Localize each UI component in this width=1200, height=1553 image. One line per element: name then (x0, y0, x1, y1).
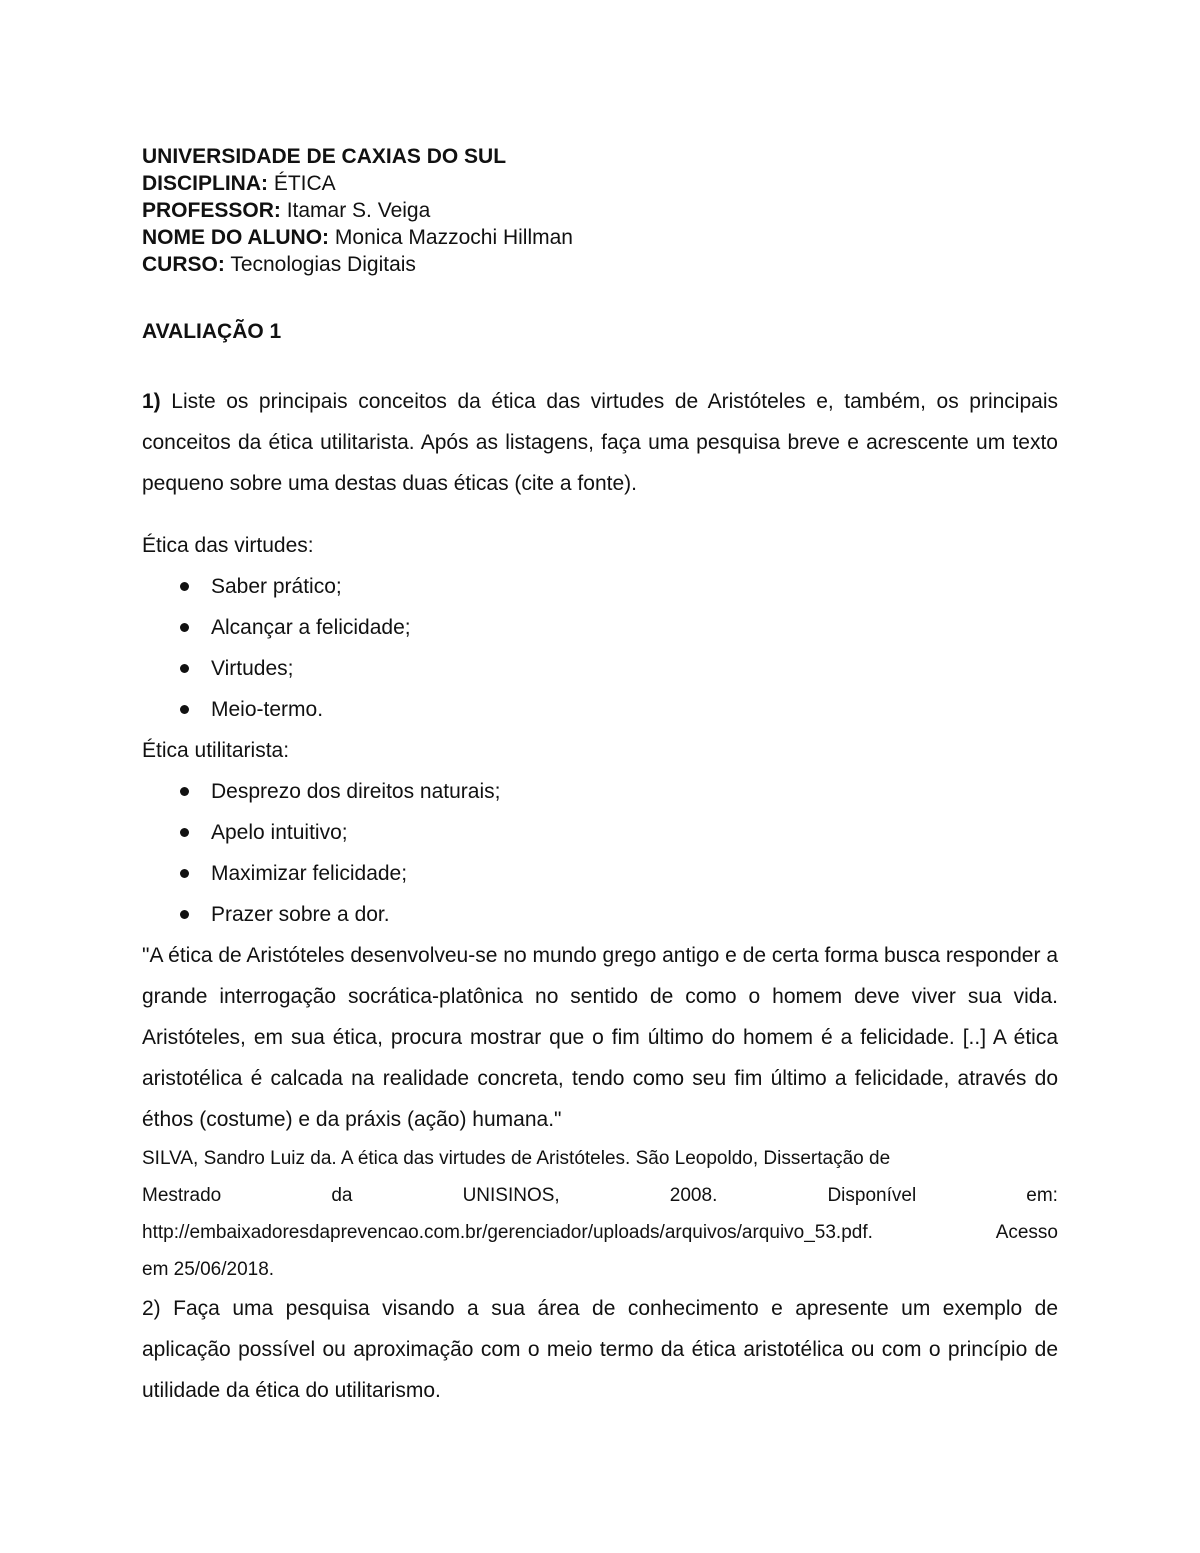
virtues-heading: Ética das virtudes: (142, 534, 314, 557)
professor-label: PROFESSOR: (142, 199, 281, 222)
bullet-icon (180, 705, 189, 714)
virtues-list (142, 566, 1058, 730)
list-item: Saber prático; (142, 566, 1058, 607)
list-item: Maximizar felicidade; (142, 853, 1058, 894)
reference-access: Acesso (995, 1222, 1058, 1243)
bullet-icon (180, 582, 189, 591)
reference-word: da (331, 1185, 353, 1206)
document-page (142, 143, 1058, 1411)
reference-line-3 (142, 1214, 1058, 1251)
list-item: Meio-termo. (142, 689, 1058, 730)
reference-line-4 (142, 1251, 1058, 1288)
question-2: 2) Faça uma pesquisa visando a sua área de conhecimento e apresente um exemplo de aplicação possível ou aproximação com o meio termo da ética aristotélica ou com o princípio de utilidade da ética do utilitarismo. (142, 1297, 1058, 1402)
student-line (142, 224, 1058, 251)
reference-url: http://embaixadoresdaprevencao.com.br/gerenciador/uploads/arquivos/arquivo_53.pdf. (142, 1222, 873, 1243)
course-value: Tecnologias Digitais (230, 253, 416, 276)
question-1-text: Liste os principais conceitos da ética das virtudes de Aristóteles e, também, os principais conceitos da ética utilitarista. Após as listagens, faça uma pesquisa breve e acrescente um texto pequeno sobre uma destas duas éticas (cite a fonte). (142, 390, 1058, 495)
student-value: Monica Mazzochi Hillman (334, 226, 573, 249)
university-name: UNIVERSIDADE DE CAXIAS DO SUL (142, 145, 507, 168)
list-item: Alcançar a felicidade; (142, 607, 1058, 648)
course-label: CURSO: (142, 253, 225, 276)
reference-word: Mestrado (142, 1185, 222, 1206)
list-item: Virtudes; (142, 648, 1058, 689)
list-item: Prazer sobre a dor. (142, 894, 1058, 935)
discipline-value: ÉTICA (273, 172, 336, 195)
reference-word: Disponível (827, 1185, 917, 1206)
reference-word: UNISINOS, (462, 1185, 560, 1206)
document-header (142, 143, 1058, 278)
bullet-icon (180, 664, 189, 673)
reference-line-2 (142, 1177, 1058, 1214)
professor-value: Itamar S. Veiga (286, 199, 431, 222)
list-item: Apelo intuitivo; (142, 812, 1058, 853)
discipline-line (142, 170, 1058, 197)
reference-author-title: SILVA, Sandro Luiz da. A ética das virtudes de Aristóteles. São Leopoldo, Dissertação de (142, 1148, 891, 1169)
discipline-label: DISCIPLINA: (142, 172, 268, 195)
course-line (142, 251, 1058, 278)
reference-line-1 (142, 1140, 1058, 1177)
bullet-icon (180, 869, 189, 878)
list-item: Desprezo dos direitos naturais; (142, 771, 1058, 812)
bullet-icon (180, 828, 189, 837)
question-1-number: 1) (142, 390, 161, 413)
question-1 (142, 381, 1058, 504)
bullet-icon (180, 787, 189, 796)
reference-word: 2008. (669, 1185, 718, 1206)
student-label: NOME DO ALUNO: (142, 226, 330, 249)
reference-word: em: (1026, 1185, 1058, 1206)
reference-citation (142, 1140, 1058, 1288)
reference-access-date: em 25/06/2018. (142, 1259, 275, 1280)
bullet-icon (180, 910, 189, 919)
professor-line (142, 197, 1058, 224)
utilitarian-list (142, 771, 1058, 935)
utilitarian-heading: Ética utilitarista: (142, 739, 290, 762)
section-title: AVALIAÇÃO 1 (142, 320, 282, 343)
bullet-icon (180, 623, 189, 632)
aristotle-quote: "A ética de Aristóteles desenvolveu-se no mundo grego antigo e de certa forma busca responder a grande interrogação socrática-platônica no sentido de como o homem deve viver sua vida. Aristóteles, em sua ética, procura mostrar que o fim último do homem é a felicidade. [..] A ética aristotélica é calcada na realidade concreta, tendo como seu fim último a felicidade, através do éthos (costume) e da práxis (ação) humana." (142, 944, 1058, 1131)
